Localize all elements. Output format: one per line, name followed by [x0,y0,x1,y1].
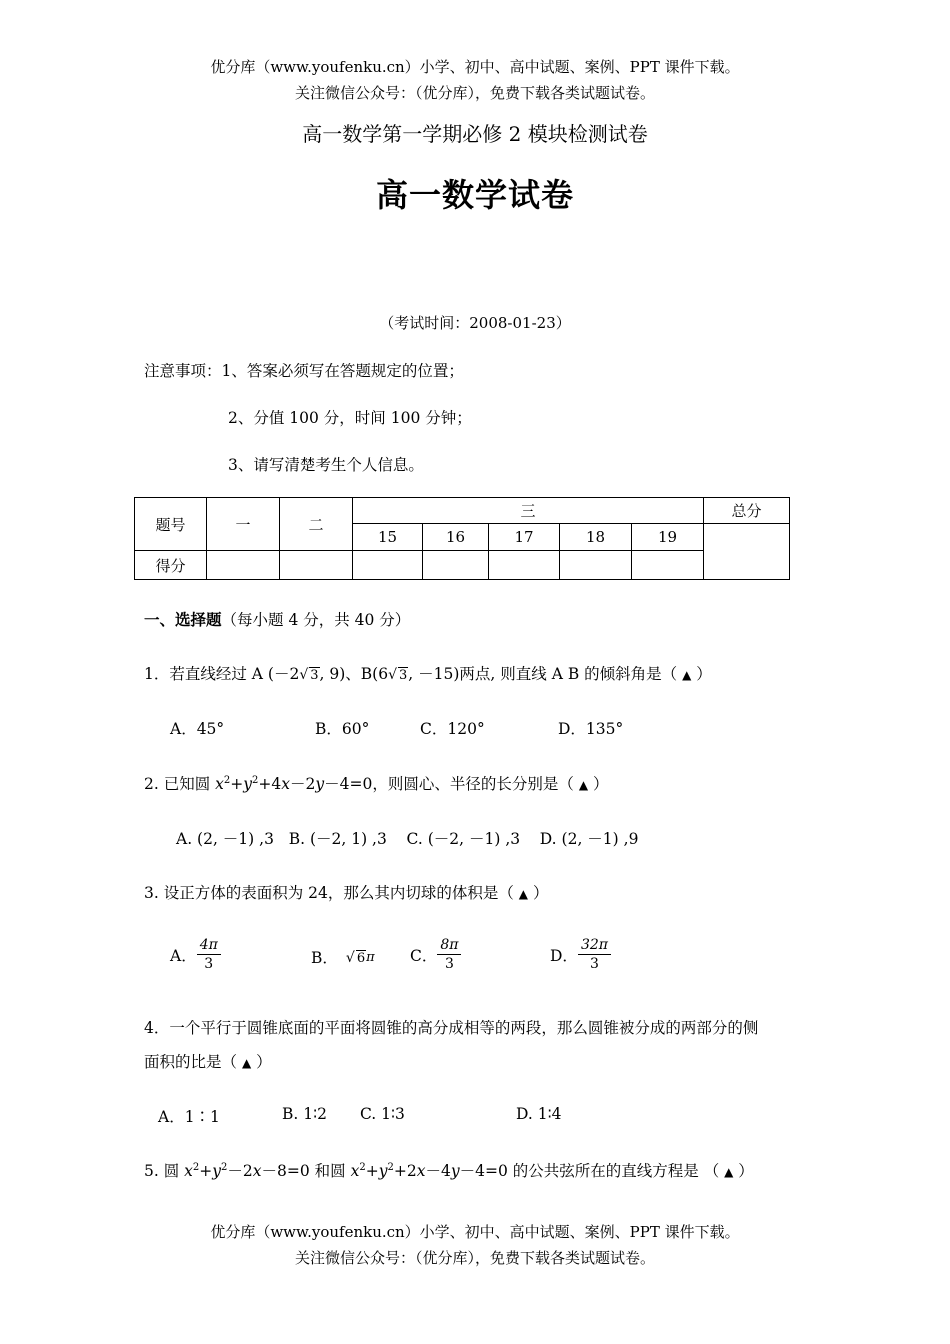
q1-radicand-1: 3 [310,668,319,683]
section-1-title: 一、选择题 [144,611,222,629]
exp-2: 2 [192,1161,200,1173]
notes-item-3: 3、请写清楚考生个人信息。 [228,456,424,474]
fraction [437,936,461,973]
q5-text-e: －4 [425,1162,451,1180]
q3-option-b-label: B． [311,949,338,967]
question-4 [144,1050,272,1072]
q2-text-end: ） [588,775,609,793]
q5-text-c: －8=0 和圆 [261,1162,351,1180]
score-sub-18: 18 [560,524,632,551]
answer-mark-icon: ▲ [241,1056,252,1070]
var-y: y [378,1162,388,1180]
q1-text-end: ） [691,665,712,683]
fraction-numerator: 4π [197,936,221,955]
score-sub-15: 15 [353,524,423,551]
plus: + [199,1162,213,1180]
q3-text: 3. 设正方体的表面积为 24，那么其内切球的体积是（ [144,884,519,902]
fraction-denominator: 3 [589,956,599,972]
pi-symbol: π [366,949,375,965]
q3-text-end: ） [528,884,549,902]
score-row-label: 得分 [135,551,207,580]
q3-b-radicand: 6 [356,951,366,966]
q4-option-b[interactable]: B. 1∶2 [282,1105,328,1123]
var-x: x [350,1162,360,1180]
q3-option-d-label: D． [550,946,578,965]
answer-mark-icon: ▲ [518,887,529,901]
q5-text-f: －4=0 的公共弦所在的直线方程是 （ [459,1162,725,1180]
question-1 [144,662,712,684]
var-y: y [450,1162,460,1180]
var-x: x [184,1162,193,1180]
q4-option-d[interactable]: D. 1∶4 [516,1105,562,1123]
q2-text-c: －2 [290,775,316,793]
exam-title: 高一数学试卷 [375,176,574,214]
var-y: y [243,775,253,793]
exp-2: 2 [252,774,259,786]
var-x: x [416,1162,426,1180]
q3-option-d[interactable] [550,936,611,973]
answer-mark-icon: ▲ [578,778,589,792]
q3-option-c[interactable] [410,936,461,973]
q4-text-end: ） [251,1053,272,1071]
q2-text-d: －4=0，则圆心、半径的长分别是（ [324,775,579,793]
exp-2: 2 [223,774,231,786]
sqrt-symbol: √ 3 [299,667,319,683]
footer-line-1: 优分库（www.youfenku.cn）小学、初中、高中试题、案例、PPT 课件下载。 [210,1223,740,1241]
q2-text-a: 2. 已知圆 [144,775,216,793]
var-x: x [281,775,291,793]
score-cell-2[interactable] [280,551,353,580]
score-table [134,497,790,580]
q1-option-d[interactable]: D．135° [558,720,624,738]
header-line-2: 关注微信公众号：（优分库），免费下载各类试题试卷。 [294,84,655,102]
q4-line-2: 面积的比是（ [144,1053,242,1071]
fraction-denominator: 3 [444,956,454,972]
score-cell-17[interactable] [489,551,560,580]
q2-text-b: +4 [258,775,282,793]
sqrt-symbol: √ 3 [388,667,408,683]
q3-option-a[interactable] [170,936,221,973]
exp-2: 2 [221,1161,228,1173]
q1-text-a: 1．若直线经过 A (－2 [144,665,300,683]
score-col-1: 一 [207,498,280,551]
var-y: y [315,775,325,793]
notes-item-2: 2、分值 100 分，时间 100 分钟； [228,409,472,427]
question-2 [144,772,608,794]
q5-text-end: ） [733,1162,754,1180]
fraction-numerator: 8π [437,936,461,955]
q1-option-a[interactable]: A．45° [170,720,225,738]
q1-text-c: , －15)两点, 则直线 A B 的倾斜角是（ [408,665,683,683]
score-cell-18[interactable] [560,551,632,580]
plus: + [365,1162,379,1180]
var-x: x [252,1162,262,1180]
plus: + [230,775,244,793]
fraction [197,936,221,973]
q5-text-b: －2 [227,1162,253,1180]
footer-line-2: 关注微信公众号：（优分库），免费下载各类试题试卷。 [294,1249,655,1267]
score-sub-16: 16 [423,524,489,551]
score-cell-16[interactable] [423,551,489,580]
exam-time: （考试时间：2008-01-23） [379,314,571,332]
q4-option-c[interactable]: C. 1∶3 [360,1105,405,1123]
score-col-total: 总分 [704,498,790,524]
section-1-heading [144,608,410,630]
q4-line-1: 4．一个平行于圆锥底面的平面将圆锥的高分成相等的两段，那么圆锥被分成的两部分的侧 [144,1019,759,1037]
var-y: y [212,1162,222,1180]
q2-options[interactable]: A. (2, －1) ,3 B. (－2, 1) ,3 C. (－2, －1) ,3 D. (2, －1) ,9 [176,830,639,848]
fraction-numerator: 32π [578,936,611,955]
score-col-2: 二 [280,498,353,551]
score-cell-15[interactable] [353,551,423,580]
notes-lead: 注意事项： [144,362,222,380]
exam-subtitle: 高一数学第一学期必修 2 模块检测试卷 [302,122,648,146]
question-3 [144,881,548,903]
q1-option-b[interactable]: B．60° [315,720,370,738]
score-cell-19[interactable] [632,551,704,580]
answer-mark-icon: ▲ [682,668,692,682]
score-sub-17: 17 [489,524,560,551]
sqrt-symbol: √ 6 [345,950,366,966]
exp-2: 2 [359,1161,366,1173]
score-col-label: 题号 [135,498,207,551]
score-cell-1[interactable] [207,551,280,580]
question-5 [144,1159,754,1181]
notes [144,359,464,381]
q3-option-c-label: C． [410,946,438,965]
notes-item-1: 1、答案必须写在答题规定的位置； [221,362,464,380]
score-total-cell[interactable] [704,524,790,580]
exp-2: 2 [387,1161,394,1173]
q4-option-a[interactable]: A．1∶1 [158,1108,220,1126]
q3-option-a-label: A． [170,946,197,965]
fraction [578,936,611,973]
q1-option-c[interactable]: C．120° [420,720,485,738]
q3-option-b[interactable] [311,946,375,968]
q1-radicand-2: 3 [399,668,408,683]
q1-text-b: , 9)、B(6 [319,665,389,683]
var-x: x [215,775,224,793]
answer-mark-icon: ▲ [724,1165,734,1179]
q5-text-a: 5. 圆 [144,1162,185,1180]
fraction-denominator: 3 [204,956,214,972]
q5-text-d: +2 [393,1162,417,1180]
score-col-3: 三 [353,498,704,524]
score-sub-19: 19 [632,524,704,551]
header-line-1: 优分库（www.youfenku.cn）小学、初中、高中试题、案例、PPT 课件下载。 [210,58,740,76]
section-1-note: （每小题 4 分，共 40 分） [221,611,411,629]
